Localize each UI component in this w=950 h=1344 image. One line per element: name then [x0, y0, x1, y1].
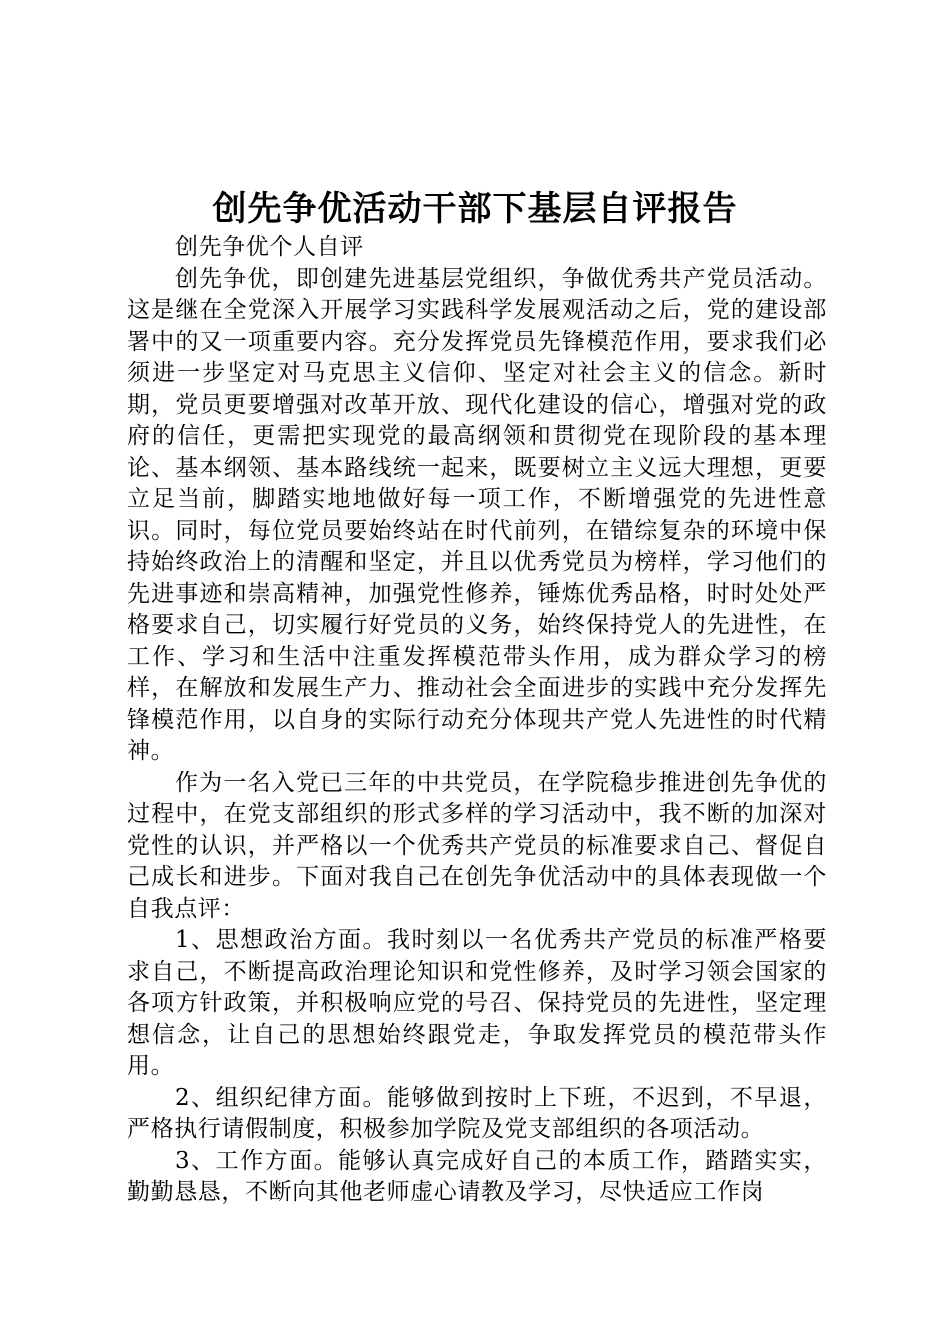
paragraph-self-statement: 作为一名入党已三年的中共党员，在学院稳步推进创先争优的过程中，在党支部组织的形式多样的学习活动中，我不断的加深对党性的认识，并严格以一个优秀共产党员的标准要求自己、督促自己成长和进步。下面对我自己在创先争优活动中的具体表现做一个自我点评： [127, 769, 827, 922]
document-body [127, 232, 827, 1209]
paragraph-intro: 创先争优，即创建先进基层党组织，争做优秀共产党员活动。这是继在全党深入开展学习实践科学发展观活动之后，党的建设部署中的又一项重要内容。充分发挥党员先锋模范作用，要求我们必须进一步坚定对马克思主义信仰、坚定对社会主义的信念。新时期，党员更要增强对改革开放、现代化建设的信心，增强对党的政府的信任，更需把实现党的最高纲领和贯彻党在现阶段的基本理论、基本纲领、基本路线统一起来，既要树立主义远大理想，更要立足当前，脚踏实地地做好每一项工作，不断增强党的先进性意识。同时，每位党员要始终站在时代前列，在错综复杂的环境中保持始终政治上的清醒和坚定，并且以优秀党员为榜样，学习他们的先进事迹和崇高精神，加强党性修养，锤炼优秀品格，时时处处严格要求自己，切实履行好党员的义务，始终保持党人的先进性，在工作、学习和生活中注重发挥模范带头作用，成为群众学习的榜样，在解放和发展生产力、推动社会全面进步的实践中充分发挥先锋模范作用，以自身的实际行动充分体现共产党人先进性的时代精神。 [127, 265, 827, 764]
document-title: 创先争优活动干部下基层自评报告 [212, 189, 738, 229]
paragraph-discipline: 2、组织纪律方面。能够做到按时上下班，不迟到，不早退，严格执行请假制度，积极参加学院及党支部组织的各项活动。 [127, 1084, 827, 1142]
paragraph-work: 3、工作方面。能够认真完成好自己的本质工作，踏踏实实，勤勤恳恳，不断向其他老师虚心请教及学习，尽快适应工作岗 [127, 1147, 827, 1205]
paragraph-political-thought: 1、思想政治方面。我时刻以一名优秀共产党员的标准严格要求自己，不断提高政治理论知识和党性修养，及时学习领会国家的各项方针政策，并积极响应党的号召、保持党员的先进性，坚定理想信念，让自己的思想始终跟党走，争取发挥党员的模范带头作用。 [127, 927, 827, 1079]
document-subtitle: 创先争优个人自评 [175, 234, 364, 260]
